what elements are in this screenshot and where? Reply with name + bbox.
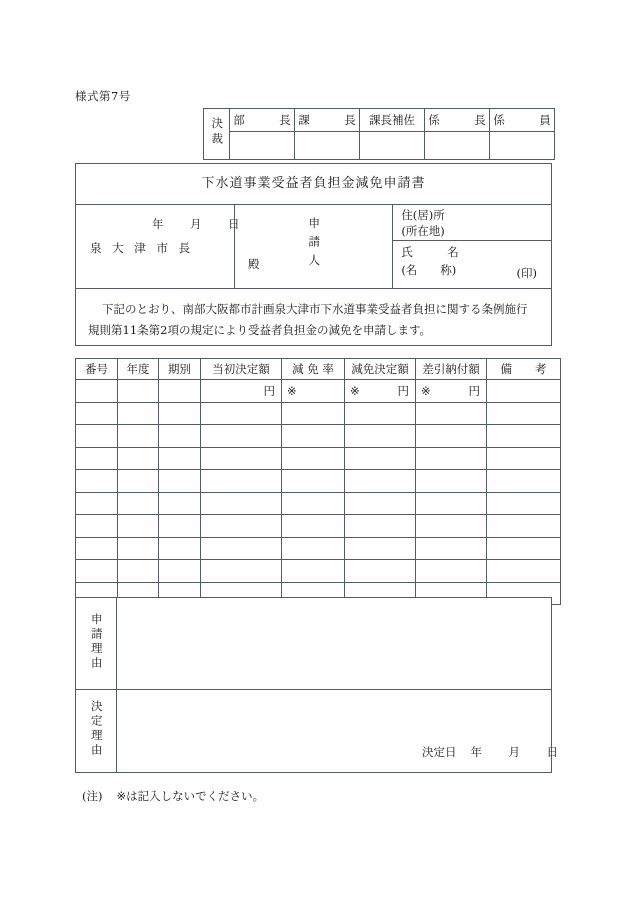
cell-net-payment[interactable] [416, 515, 487, 538]
cell-fiscal-year[interactable] [118, 470, 159, 493]
cell-reduction-amount[interactable] [345, 470, 416, 493]
approval-stamp-kacho[interactable] [295, 132, 360, 160]
header-net-payment: 差引納付額 [416, 359, 487, 380]
approval-header-kakaricho: 係 長 [425, 109, 490, 132]
cell-reduction-rate[interactable] [282, 425, 345, 448]
cell-remarks[interactable] [487, 402, 561, 425]
decision-date-year: 年 [470, 744, 482, 759]
approval-stamp-bucho[interactable] [230, 132, 295, 160]
cell-initial-amount[interactable] [201, 402, 282, 425]
cell-remarks[interactable] [487, 560, 561, 583]
statement-line-2: 規則第11条第2項の規定により受益者負担金の減免を申請します。 [88, 323, 432, 337]
cell-term[interactable] [159, 492, 201, 515]
cell-fiscal-year[interactable] [118, 492, 159, 515]
honorific-label: 殿 [248, 257, 260, 271]
net-payment-markers [416, 384, 486, 398]
cell-number[interactable] [76, 470, 118, 493]
table-row [76, 560, 561, 583]
decision-reason-label: 決定理由 [76, 690, 117, 773]
cell-reduction-rate[interactable] [282, 447, 345, 470]
statement-line-1: 下記のとおり、南部大阪都市計画泉大津市下水道事業受益者負担に関する条例施行 [102, 301, 528, 316]
reduction-data-table [75, 358, 561, 605]
cell-reduction-rate[interactable] [282, 470, 345, 493]
approval-header-row [204, 109, 555, 132]
reduction-amount-markers [345, 384, 415, 398]
empty-rows-body [76, 402, 561, 605]
cell-term[interactable] [159, 470, 201, 493]
cell-remarks[interactable] [487, 515, 561, 538]
kome-mark-rate: ※ [287, 383, 297, 398]
cell-initial-amount[interactable] [201, 515, 282, 538]
cell-reduction-amount[interactable] [345, 425, 416, 448]
cell-initial-amount[interactable] [201, 470, 282, 493]
cell-remarks[interactable] [487, 425, 561, 448]
cell-term[interactable] [159, 447, 201, 470]
cell-initial-amount[interactable] [201, 425, 282, 448]
footnote-tag: (注) [82, 789, 103, 803]
unit-yen-decided: 円 [397, 383, 409, 398]
kome-mark-decided: ※ [350, 383, 360, 398]
table-row [76, 402, 561, 425]
name-label-line2: (名 称) [401, 263, 457, 278]
application-date-line[interactable] [152, 217, 240, 231]
seal-marker: (印) [516, 265, 537, 280]
decision-reason-field[interactable] [117, 690, 558, 773]
approval-header-kacho: 課 長 [295, 109, 360, 132]
unit-yen-net: 円 [468, 383, 480, 398]
cell-reduction-rate[interactable] [282, 515, 345, 538]
address-label-line2: (所在地) [401, 223, 445, 238]
kome-mark-net: ※ [421, 383, 431, 398]
approval-table [203, 108, 555, 160]
decision-date-month: 月 [508, 744, 520, 759]
cell-net-payment[interactable] [416, 470, 487, 493]
cell-initial-amount[interactable] [201, 447, 282, 470]
cell-number[interactable] [76, 402, 118, 425]
cell-initial-amount[interactable] [201, 380, 282, 403]
cell-term[interactable] [159, 537, 201, 560]
approval-header-kachohosa: 課長補佐 [360, 109, 425, 132]
cell-reduction-amount[interactable] [345, 537, 416, 560]
cell-initial-amount[interactable] [201, 537, 282, 560]
cell-net-payment[interactable] [416, 402, 487, 425]
cell-reduction-amount[interactable] [345, 402, 416, 425]
addressee-block [76, 205, 260, 289]
application-reason-field[interactable] [117, 598, 552, 690]
cell-remarks[interactable] [487, 470, 561, 493]
approval-header-kakariin: 係 員 [490, 109, 555, 132]
cell-net-payment[interactable] [416, 492, 487, 515]
decision-reason-row [76, 690, 552, 773]
table-row [76, 425, 561, 448]
cell-number[interactable] [76, 380, 118, 403]
footnote [82, 788, 264, 804]
data-table-header-row [76, 359, 561, 380]
table-row [76, 380, 561, 403]
cell-term[interactable] [159, 380, 201, 403]
table-row [76, 492, 561, 515]
cell-remarks[interactable] [487, 380, 561, 403]
approval-stamp-row [204, 132, 555, 160]
cell-reduction-rate[interactable] [282, 560, 345, 583]
cell-term[interactable] [159, 560, 201, 583]
date-day: 日 [228, 217, 240, 231]
addressee-label: 泉 大 津 市 長 [90, 241, 194, 255]
cell-net-payment[interactable] [416, 447, 487, 470]
application-reason-row [76, 598, 552, 690]
table-row [76, 515, 561, 538]
date-month: 月 [190, 217, 202, 231]
cell-remarks[interactable] [487, 537, 561, 560]
approval-stamp-kachohosa[interactable] [360, 132, 425, 160]
cell-reduction-rate[interactable] [282, 380, 345, 403]
cell-number[interactable] [76, 515, 118, 538]
cell-number[interactable] [76, 425, 118, 448]
approval-header-bucho: 部 長 [230, 109, 295, 132]
cell-number[interactable] [76, 492, 118, 515]
footnote-text: ※は記入しないでください。 [116, 789, 265, 803]
cell-fiscal-year[interactable] [118, 380, 159, 403]
header-reduction-amount: 減免決定額 [345, 359, 416, 380]
date-year: 年 [152, 217, 164, 231]
cell-fiscal-year[interactable] [118, 560, 159, 583]
cell-reduction-amount[interactable] [345, 560, 416, 583]
header-initial-amount: 当初決定額 [201, 359, 282, 380]
name-field[interactable] [393, 241, 552, 289]
cell-net-payment[interactable] [416, 380, 487, 403]
cell-term[interactable] [159, 515, 201, 538]
cell-number[interactable] [76, 560, 118, 583]
cell-reduction-amount[interactable] [345, 492, 416, 515]
unit-yen-initial: 円 [263, 383, 275, 398]
cell-initial-amount[interactable] [201, 492, 282, 515]
reason-table [75, 597, 558, 773]
document-title: 下水道事業受益者負担金減免申請書 [76, 164, 552, 205]
cell-reduction-amount[interactable] [345, 447, 416, 470]
cell-remarks[interactable] [487, 447, 561, 470]
address-label-line1: 住(居)所 [401, 208, 445, 222]
header-reduction-rate: 減 免 率 [282, 359, 345, 380]
cell-initial-amount[interactable] [201, 560, 282, 583]
table-row [76, 470, 561, 493]
approval-stamp-kakaricho[interactable] [425, 132, 490, 160]
reason-sections [75, 597, 558, 773]
cell-reduction-amount[interactable] [345, 380, 416, 403]
cell-remarks[interactable] [487, 492, 561, 515]
header-remarks: 備 考 [487, 359, 561, 380]
cell-fiscal-year[interactable] [118, 515, 159, 538]
statement-row [76, 289, 552, 346]
decision-date-line[interactable] [422, 745, 558, 759]
header-term: 期別 [159, 359, 201, 380]
cell-term[interactable] [159, 425, 201, 448]
header-fiscal-year: 年度 [118, 359, 159, 380]
cell-reduction-rate[interactable] [282, 537, 345, 560]
title-row [76, 164, 552, 205]
approval-stamp-kakariin[interactable] [490, 132, 555, 160]
applicant-vertical-label: 申請人 [234, 205, 393, 289]
decision-date-day: 日 [546, 744, 558, 759]
title-applicant-table [75, 163, 552, 346]
cell-net-payment[interactable] [416, 560, 487, 583]
statement-text [76, 289, 552, 346]
main-header-box [75, 163, 552, 346]
approval-vertical-label: 決裁 [204, 109, 230, 160]
decision-date-label: 決定日 [422, 744, 457, 759]
header-number: 番号 [76, 359, 118, 380]
cell-number[interactable] [76, 537, 118, 560]
cell-fiscal-year[interactable] [118, 447, 159, 470]
cell-net-payment[interactable] [416, 537, 487, 560]
cell-term[interactable] [159, 402, 201, 425]
table-row [76, 447, 561, 470]
cell-fiscal-year[interactable] [118, 402, 159, 425]
cell-fiscal-year[interactable] [118, 537, 159, 560]
cell-fiscal-year[interactable] [118, 425, 159, 448]
form-number: 様式第7号 [75, 89, 131, 103]
address-field[interactable] [393, 205, 552, 241]
cell-number[interactable] [76, 447, 118, 470]
applicant-row-address [76, 205, 552, 241]
cell-reduction-amount[interactable] [345, 515, 416, 538]
table-row [76, 537, 561, 560]
cell-net-payment[interactable] [416, 425, 487, 448]
application-reason-label: 申請理由 [76, 598, 117, 690]
cell-reduction-rate[interactable] [282, 492, 345, 515]
name-label-line1: 氏 名 [401, 245, 459, 259]
cell-reduction-rate[interactable] [282, 402, 345, 425]
